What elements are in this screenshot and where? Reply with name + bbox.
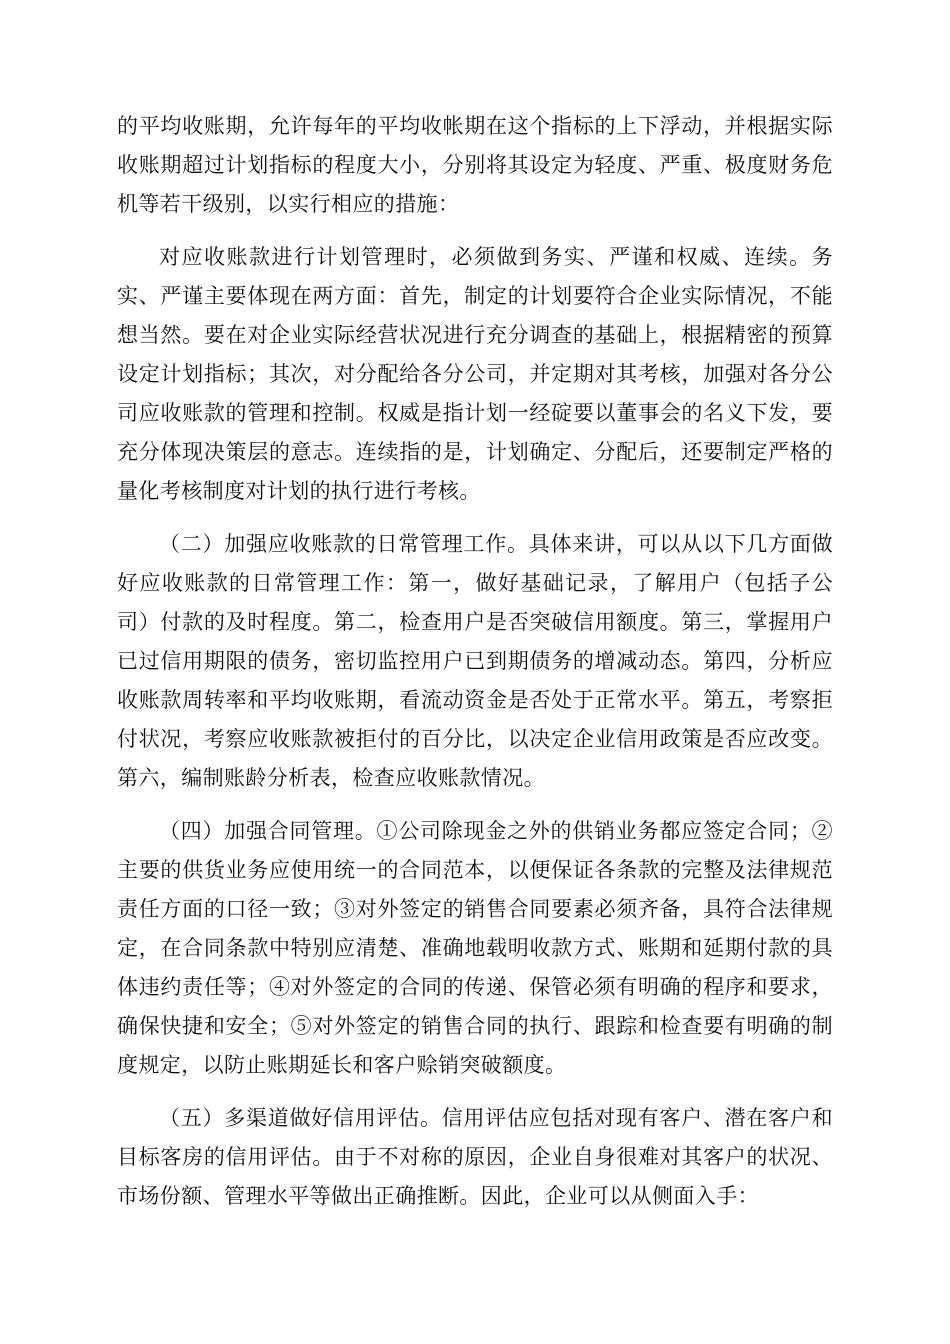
- document-body: [117, 107, 833, 1230]
- paragraph-plan-management: 对应收账款进行计划管理时，必须做到务实、严谨和权威、连续。务实、严谨主要体现在两方面：首先，制定的计划要符合企业实际情况，不能想当然。要在对企业实际经营状况进行充分调查的基础上，根据精密的预算设定计划指标；其次，对分配给各分公司，并定期对其考核，加强对各分公司应收账款的管理和控制。权威是指计划一经碇要以董事会的名义下发，要充分体现决策层的意志。连续指的是，计划确定、分配后，还要制定严格的量化考核制度对计划的执行进行考核。: [117, 245, 833, 503]
- paragraph-continued: 的平均收账期，允许每年的平均收帐期在这个指标的上下浮动，并根据实际收账期超过计划指标的程度大小，分别将其设定为轻度、严重、极度财务危机等若干级别，以实行相应的措施：: [117, 114, 833, 216]
- paragraph-daily-management: （二）加强应收账款的日常管理工作。具体来讲，可以从以下几方面做好应收账款的日常管理工作：第一，做好基础记录，了解用户（包括子公司）付款的及时程度。第二，检查用户是否突破信用额度。第三，掌握用户已过信用期限的债务，密切监控用户已到期债务的增减动态。第四，分析应收账款周转率和平均收账期，看流动资金是否处于正常水平。第五，考察拒付状况，考察应收账款被拒付的百分比，以决定企业信用政策是否应改变。第六，编制账龄分析表，检查应收账款情况。: [117, 532, 833, 790]
- paragraph-credit-evaluation: （五）多渠道做好信用评估。信用评估应包括对现有客户、潜在客户和目标客房的信用评估。由于不对称的原因，企业自身很难对其客户的状况、市场份额、管理水平等做出正确推断。因此，企业可以从侧面入手：: [117, 1106, 833, 1208]
- paragraph-contract-management: （四）加强合同管理。①公司除现金之外的供销业务都应签定合同；②主要的供货业务应使用统一的合同范本，以便保证各条款的完整及法律规范责任方面的口径一致；③对外签定的销售合同要素必须齐备，具符合法律规定，在合同条款中特别应清楚、准确地载明收款方式、账期和延期付款的具体违约责任等；④对外签定的合同的传递、保管必须有明确的程序和要求，确保快捷和安全；⑤对外签定的销售合同的执行、跟踪和检查要有明确的制度规定，以防止账期延长和客户赊销突破额度。: [117, 819, 833, 1077]
